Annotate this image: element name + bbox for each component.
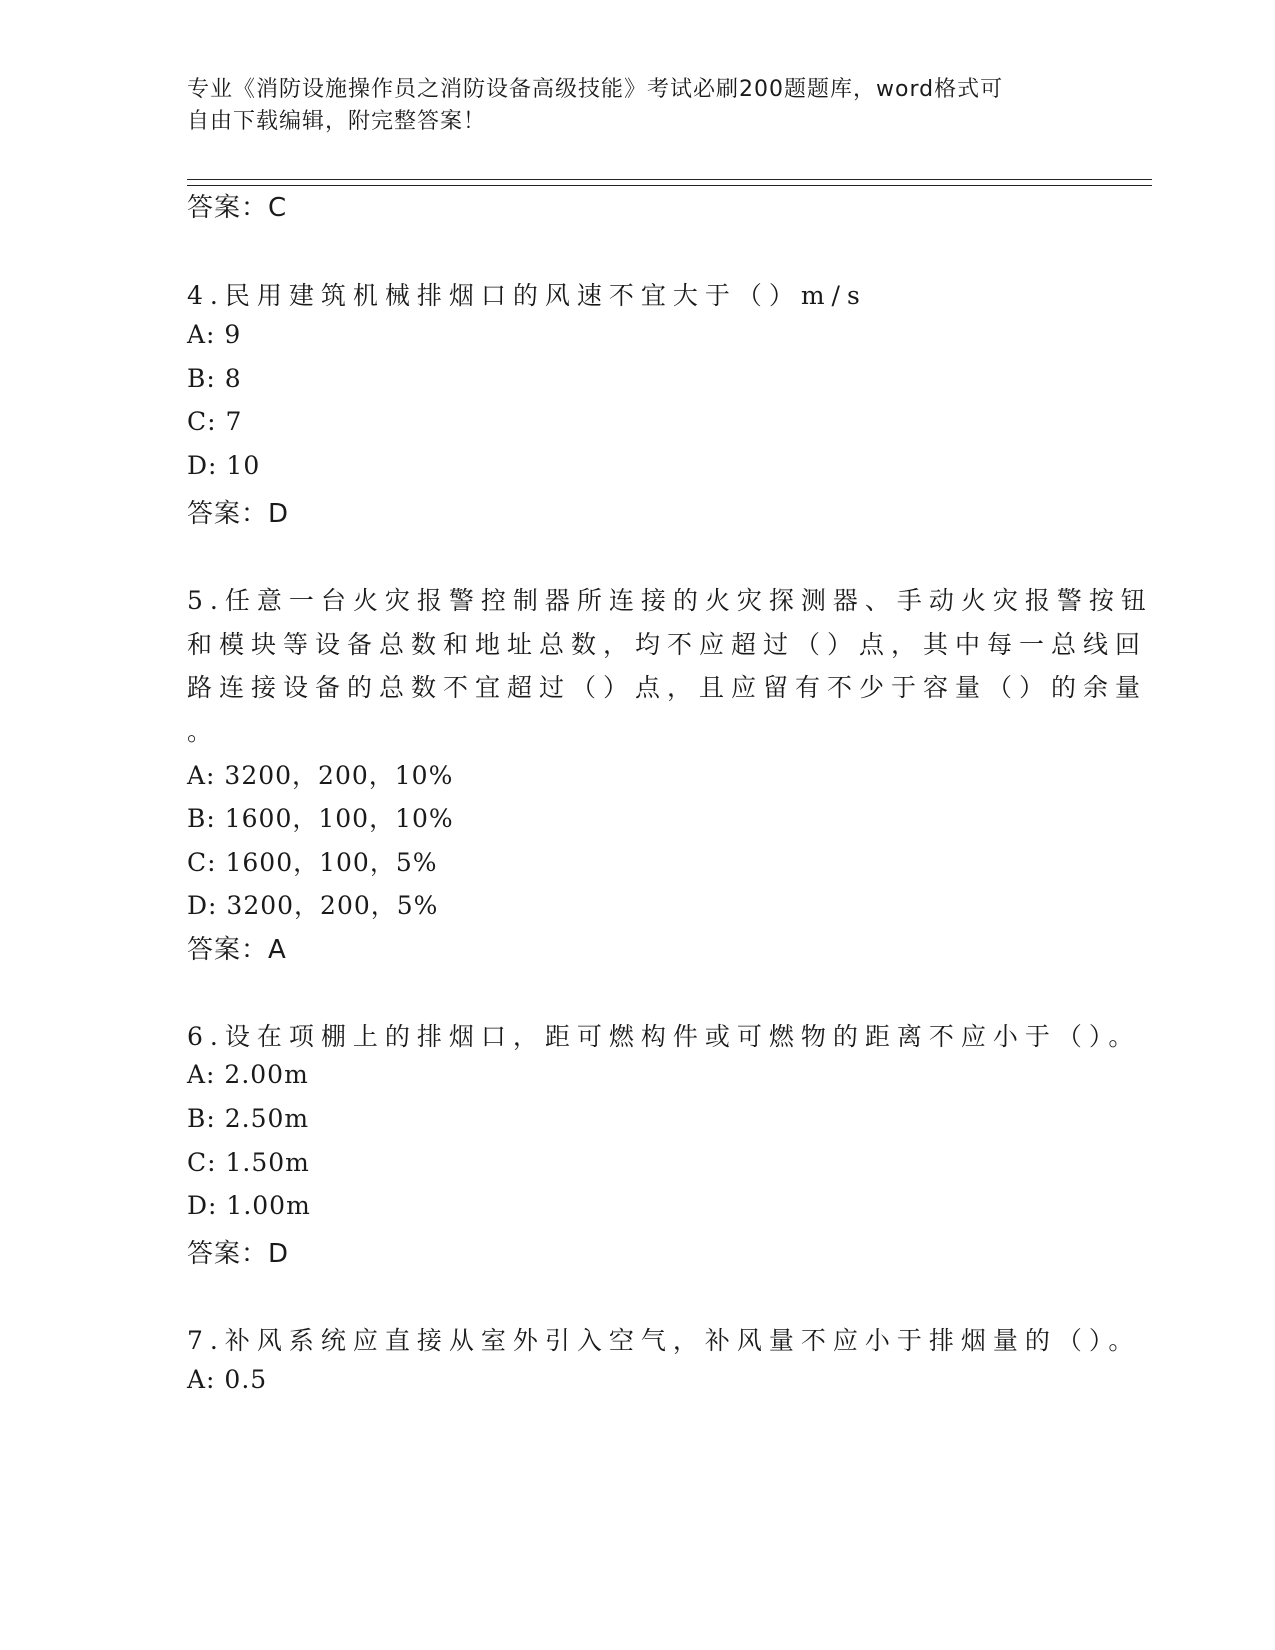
question-4-option-c: C: 7 <box>187 407 243 436</box>
header-line-1: 专业《消防设施操作员之消防设备高级技能》考试必刷200题题库，word格式可 <box>187 77 1004 102</box>
document-header <box>187 74 1067 138</box>
question-7-option-a: A: 0.5 <box>187 1365 268 1394</box>
question-6-option-c: C: 1.50m <box>187 1148 310 1177</box>
question-5-text-line-4: 。 <box>187 717 215 746</box>
question-4-answer: 答案：D <box>187 499 290 529</box>
question-5-option-d: D: 3200，200，5% <box>187 891 439 920</box>
question-6-option-a: A: 2.00m <box>187 1060 309 1089</box>
question-5-text-line-3: 路连接设备的总数不宜超过（）点，且应留有不少于容量（）的余量 <box>187 673 1148 702</box>
header-divider-top <box>187 179 1152 180</box>
question-6-option-d: D: 1.00m <box>187 1191 311 1220</box>
question-4-option-b: B: 8 <box>187 364 242 393</box>
question-4-option-a: A: 9 <box>187 320 242 349</box>
question-5-answer: 答案：A <box>187 935 287 965</box>
question-5-text-line-2: 和模块等设备总数和地址总数，均不应超过（）点，其中每一总线回 <box>187 630 1148 659</box>
question-5-option-a: A: 3200，200，10% <box>187 761 454 790</box>
question-4-text: 4.民用建筑机械排烟口的风速不宜大于（）m/s <box>187 281 867 310</box>
question-5-text-line-1: 5.任意一台火灾报警控制器所连接的火灾探测器、手动火灾报警按钮 <box>187 586 1153 615</box>
question-7-text: 7.补风系统应直接从室外引入空气，补风量不应小于排烟量的（）。 <box>187 1326 1141 1355</box>
header-line-2: 自由下载编辑，附完整答案！ <box>187 109 487 134</box>
question-6-answer: 答案：D <box>187 1239 290 1269</box>
question-6-text: 6.设在项棚上的排烟口，距可燃构件或可燃物的距离不应小于（）。 <box>187 1022 1141 1051</box>
header-divider-bottom <box>187 185 1152 186</box>
question-4-option-d: D: 10 <box>187 451 261 480</box>
question-5-option-b: B: 1600，100，10% <box>187 804 454 833</box>
question-5-option-c: C: 1600，100，5% <box>187 848 438 877</box>
previous-answer: 答案：C <box>187 193 288 223</box>
question-6-option-b: B: 2.50m <box>187 1104 310 1133</box>
